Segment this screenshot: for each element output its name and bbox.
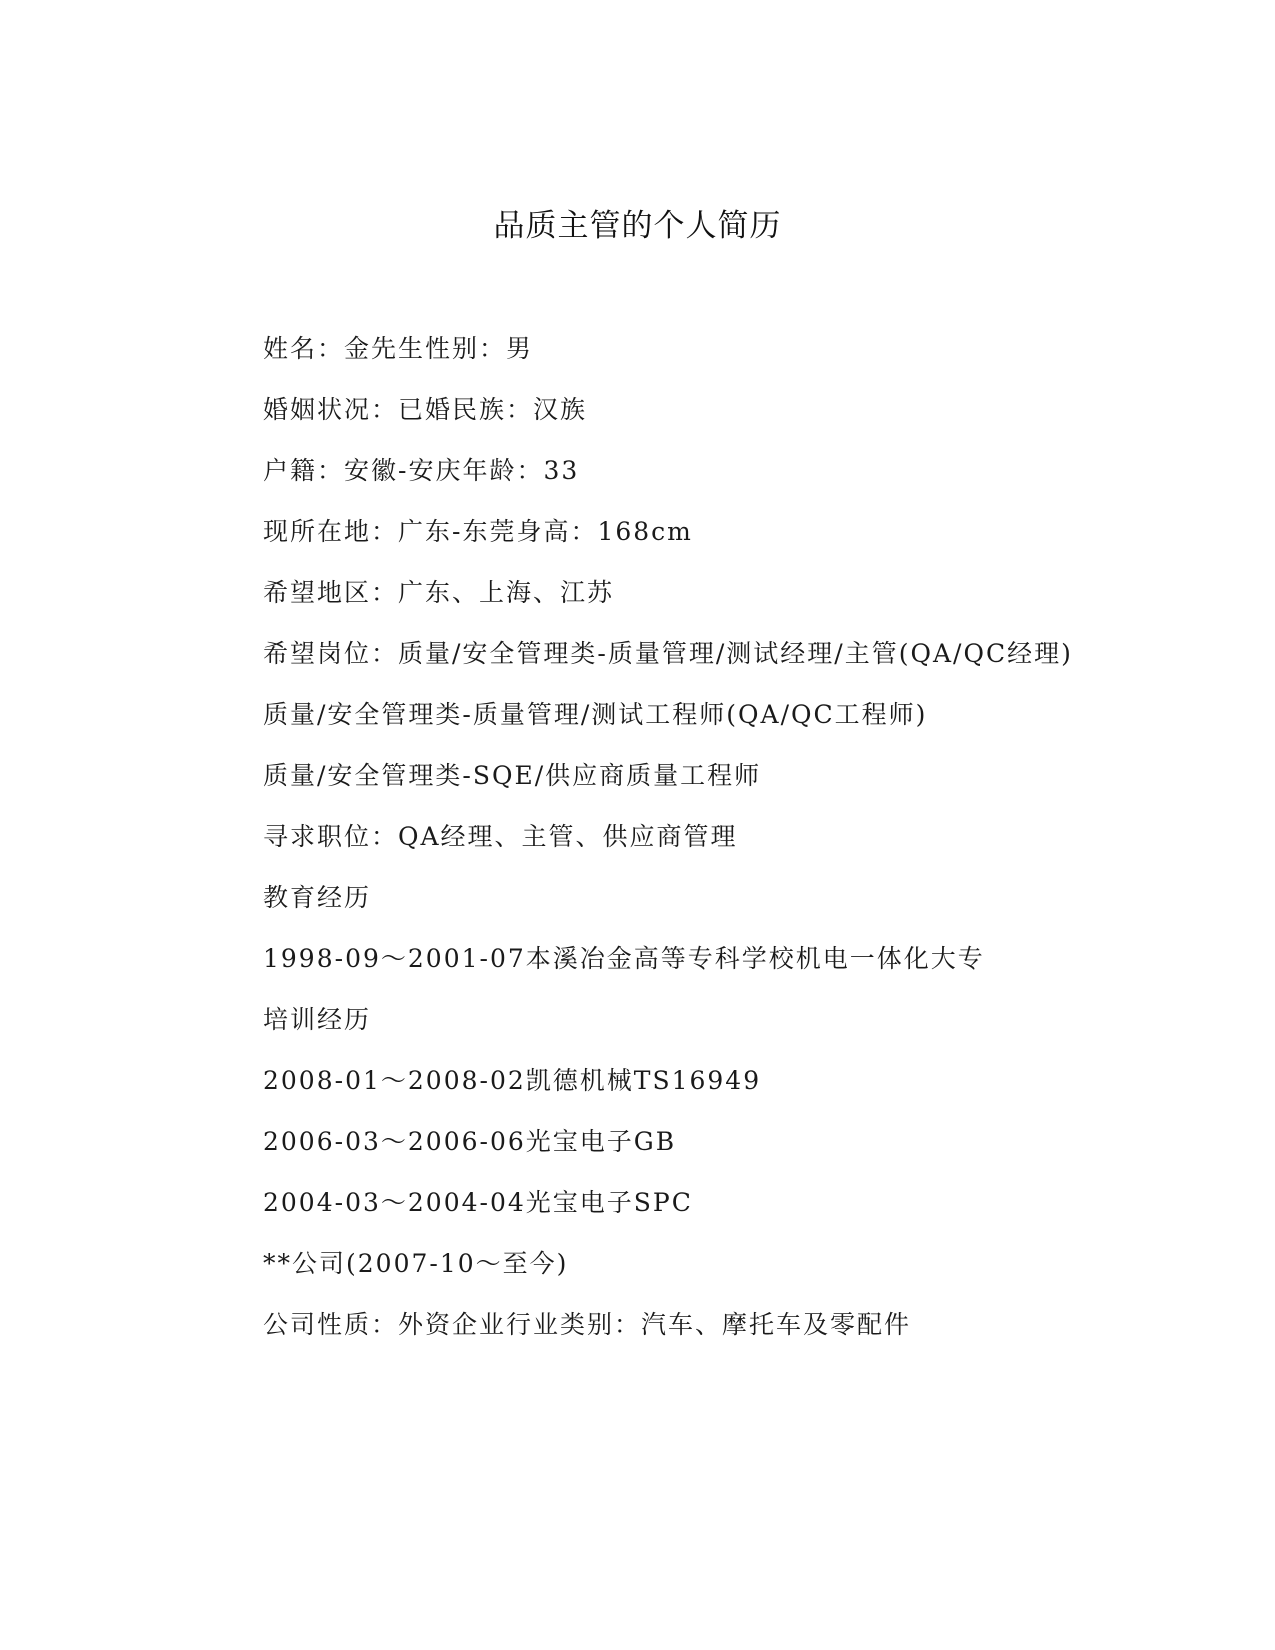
line-training-entry-3: 2004-03～2004-04光宝电子SPC: [263, 1188, 693, 1217]
line-location-height: 现所在地：广东-东莞身高：168cm: [263, 517, 693, 546]
document-body: [188, 318, 1078, 1355]
line-company-nature: 公司性质：外资企业行业类别：汽车、摩托车及零配件: [263, 1310, 912, 1339]
line-training-entry-1: 2008-01～2008-02凯德机械TS16949: [263, 1066, 762, 1095]
document-title: 品质主管的个人简历: [493, 208, 782, 244]
line-name-gender: 姓名：金先生性别：男: [263, 334, 534, 363]
line-education-entry: 1998-09～2001-07本溪冶金高等专科学校机电一体化大专: [263, 944, 985, 973]
line-sought-job: 寻求职位：QA经理、主管、供应商管理: [263, 822, 738, 851]
line-desired-region: 希望地区：广东、上海、江苏: [263, 578, 615, 607]
line-hukou-age: 户籍：安徽-安庆年龄：33: [263, 456, 580, 485]
line-desired-position-2: 质量/安全管理类-质量管理/测试工程师(QA/QC工程师): [263, 700, 928, 729]
line-company: **公司(2007-10～至今): [263, 1249, 569, 1278]
line-marital-ethnicity: 婚姻状况：已婚民族：汉族: [263, 395, 588, 424]
line-desired-position: 希望岗位：质量/安全管理类-质量管理/测试经理/主管(QA/QC经理): [263, 639, 1073, 668]
line-training-entry-2: 2006-03～2006-06光宝电子GB: [263, 1127, 677, 1156]
line-desired-position-3: 质量/安全管理类-SQE/供应商质量工程师: [263, 761, 762, 790]
section-heading-training: 培训经历: [263, 1005, 372, 1034]
section-heading-education: 教育经历: [263, 883, 372, 912]
